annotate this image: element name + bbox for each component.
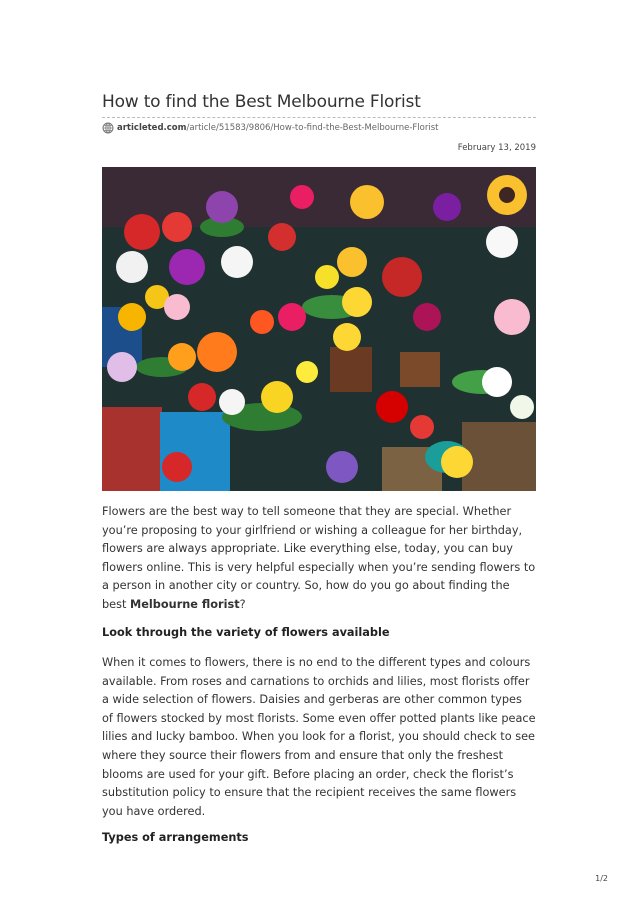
source-path: /article/51583/9806/How-to-find-the-Best-Melbourne-Florist <box>186 123 439 133</box>
flowers-photo-icon <box>102 167 536 491</box>
source-link[interactable] <box>117 123 438 133</box>
publish-date: February 13, 2019 <box>457 143 536 153</box>
intro-paragraph-text: Flowers are the best way to tell someone that they are special. Whether you’re proposing to your girlfriend or wishing a colleague for her birthday, flowers are always appropriate. Like everything else, today, you can buy flowers online. This is very helpful especially when you’re sending flowers to a person in another city or country. So, how do you go about finding the best <box>102 505 536 611</box>
variety-paragraph: When it comes to flowers, there is no end to the different types and colours available. From roses and carnations to orchids and lilies, most florists offer a wide selection of flowers. Daisies and gerberas are other common types of flowers stocked by most florists. Some even offer potted plants like peace lilies and lucky bamboo. When you look for a florist, you should check to see where they source their flowers from and ensure that only the freshest blooms are used for your gift. Before placing an order, check the florist’s substitution policy to ensure that the recipient receives the same flowers you have ordered. <box>102 656 536 818</box>
melbourne-florist-keyword: Melbourne florist <box>130 597 240 611</box>
intro-paragraph-end: ? <box>239 597 246 611</box>
hero-image <box>102 167 536 491</box>
article-title: How to find the Best Melbourne Florist <box>102 92 421 112</box>
source-line <box>102 121 438 135</box>
heading-types: Types of arrangements <box>102 831 249 844</box>
title-divider <box>102 117 536 118</box>
intro-paragraph <box>102 503 536 615</box>
heading-variety: Look through the variety of flowers available <box>102 626 390 639</box>
page-number: 1/2 <box>595 874 608 883</box>
source-domain: articleted.com <box>117 123 187 133</box>
globe-icon <box>102 122 114 134</box>
